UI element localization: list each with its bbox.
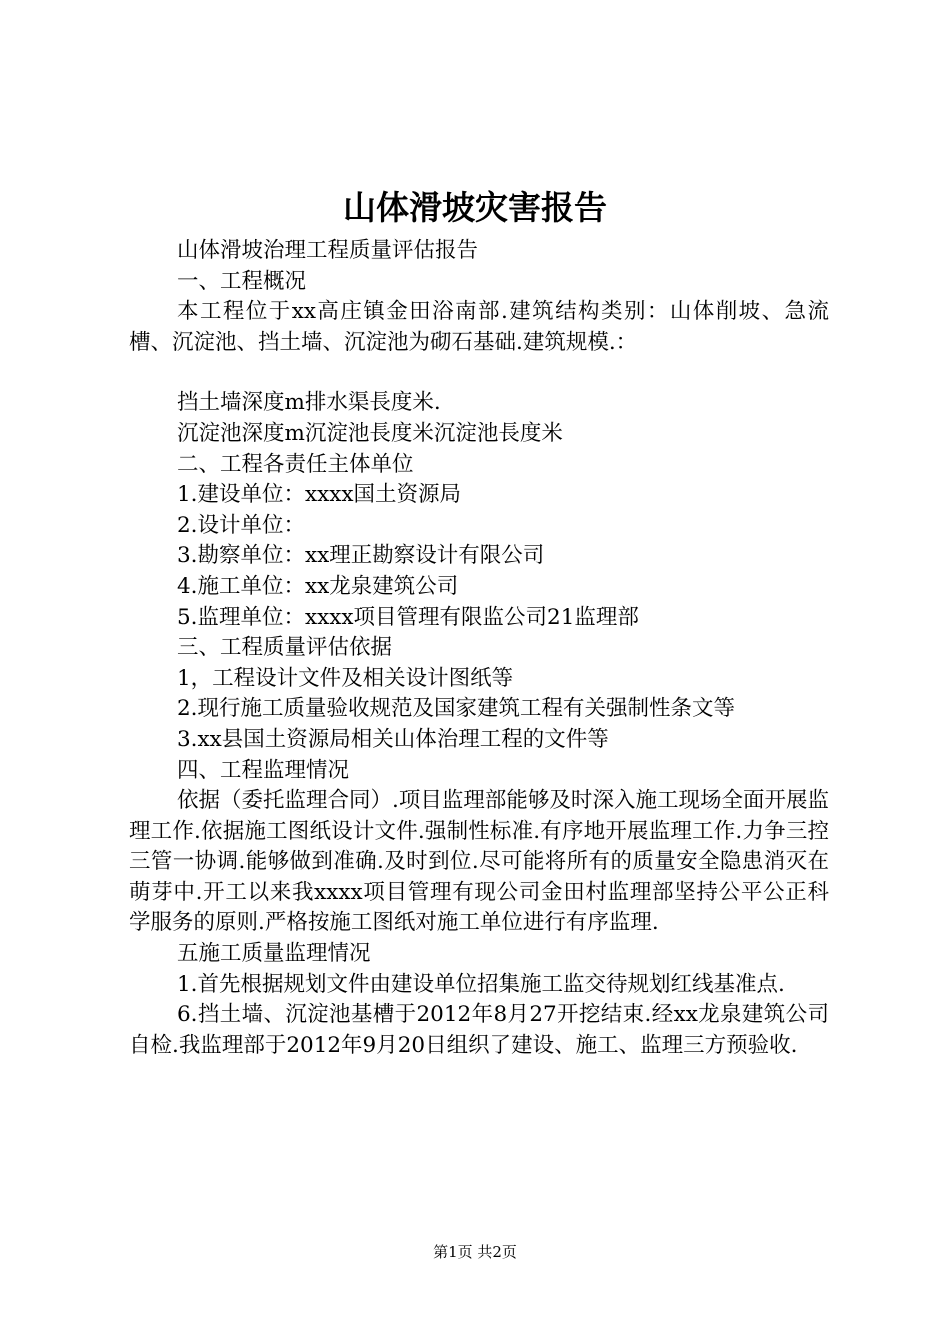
supervision-paragraph: 依据（委托监理合同）.项目监理部能够及时深入施工现场全面开展监理工作.依据施工图纸设计文件.强制性标准.有序地开展监理工作.力争三控三管一协调.能够做到准确.及时到位.尽可能将所有的质量安全隐患消灭在萌芽中.开工以来我xxxx项目管理有现公司金田村监理部坚持公平公正科学服务的原则.严格按施工图纸对施工单位进行有序监理. — [129, 788, 829, 936]
section-heading-overview: 一、工程概况 — [177, 268, 307, 294]
party-design-unit: 2.设计单位： — [177, 512, 306, 538]
basis-item-3: 3.xx县国土资源局相关山体治理工程的文件等 — [177, 726, 609, 752]
basis-item-2: 2.现行施工质量验收规范及国家建筑工程有关强制性条文等 — [177, 696, 736, 722]
party-survey-unit: 3.勘察单位：xx理正勘察设计有限公司 — [177, 543, 545, 569]
overview-paragraph: 本工程位于xx高庄镇金田浴南部.建筑结构类别：山体削坡、急流槽、沉淀池、挡土墙、沉淀池为砌石基础.建筑规模.： — [129, 299, 829, 355]
document-title: 山体滑坡灾害报告 — [343, 188, 607, 227]
basis-item-1: 1，工程设计文件及相关设计图纸等 — [177, 665, 514, 691]
party-supervision-unit: 5.监理单位：xxxx项目管理有限监公司21监理部 — [177, 604, 639, 630]
quality-item-1: 1.首先根据规划文件由建设单位招集施工监交待规划红线基准点. — [177, 971, 785, 997]
document-body — [129, 236, 829, 1061]
section-heading-basis: 三、工程质量评估依据 — [177, 635, 393, 661]
page-footer: 第1页 共2页 — [433, 1243, 517, 1261]
section-heading-quality: 五施工质量监理情况 — [177, 941, 371, 967]
party-construction-unit: 1.建设单位：xxxx国土资源局 — [177, 482, 462, 508]
quality-item-6: 6.挡土墙、沉淀池基槽于2012年8月27开挖结束.经xx龙泉建筑公司自检.我监理部于2012年9月20日组织了建设、施工、监理三方预验收. — [129, 1002, 829, 1058]
section-heading-parties: 二、工程各责任主体单位 — [177, 451, 414, 477]
sedimentation-tank-line: 沉淀池深度m沉淀池長度米沉淀池長度米 — [177, 420, 563, 446]
retaining-wall-line: 挡土墙深度m排水渠長度米. — [177, 390, 441, 416]
section-heading-supervision: 四、工程监理情况 — [177, 757, 350, 783]
report-subtitle: 山体滑坡治理工程质量评估报告 — [177, 238, 479, 263]
party-builder-unit: 4.施工单位：xx龙泉建筑公司 — [177, 573, 459, 599]
